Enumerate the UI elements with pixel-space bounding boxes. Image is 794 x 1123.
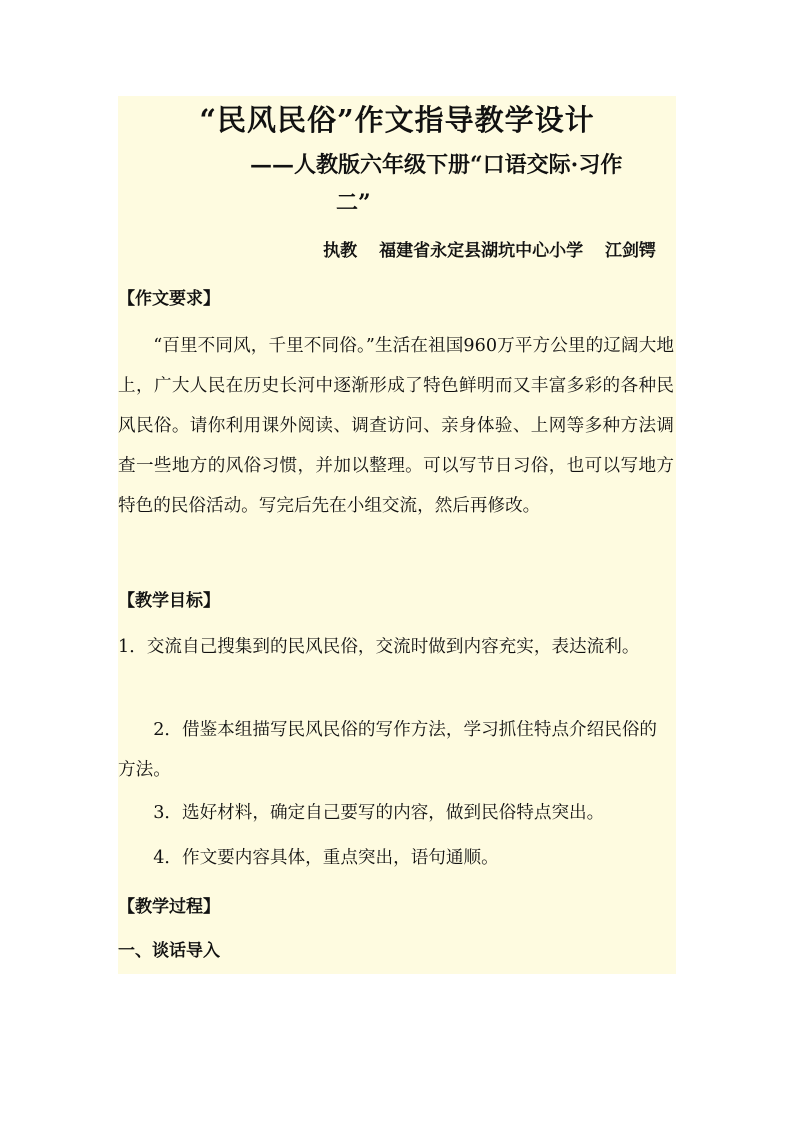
section-heading-process: 【教学过程】 bbox=[118, 897, 220, 917]
document-title: “民风民俗”作文指导教学设计 bbox=[199, 103, 595, 137]
goal-item-4: 4．作文要内容具体，重点突出，语句通顺。 bbox=[153, 848, 499, 868]
author-line bbox=[323, 236, 656, 266]
section-heading-requirements: 【作文要求】 bbox=[118, 289, 220, 309]
author-name: 江剑锷 bbox=[605, 241, 656, 261]
process-step-1: 一、谈话导入 bbox=[118, 941, 220, 961]
goal-item-1: 1．交流自己搜集到的民风民俗，交流时做到内容充实，表达流利。 bbox=[118, 637, 640, 657]
goal-item-3: 3．选好材料，确定自己要写的内容，做到民俗特点突出。 bbox=[153, 803, 605, 823]
document-subtitle-line-1: ——人教版六年级下册“口语交际·习作 bbox=[250, 152, 623, 178]
requirements-paragraph: “百里不同风，千里不同俗。”生活在祖国960万平方公里的辽阔大地上，广大人民在历史长河中逐渐形成了特色鲜明而又丰富多彩的各种民风民俗。请你利用课外阅读、调查访问、亲身体验、上网等多种方法调查一些地方的风俗习惯，并加以整理。可以写节日习俗，也可以写地方特色的民俗活动。写完后先在小组交流，然后再修改。 bbox=[118, 336, 674, 516]
document-page bbox=[118, 96, 676, 974]
author-role: 执教 bbox=[323, 241, 358, 261]
goal-item-2: 2．借鉴本组描写民风民俗的写作方法，学习抓住特点介绍民俗的方法。 bbox=[118, 720, 658, 780]
author-school: 福建省永定县湖坑中心小学 bbox=[379, 241, 584, 261]
document-subtitle-line-2: 二” bbox=[336, 190, 371, 216]
section-heading-goals: 【教学目标】 bbox=[118, 591, 220, 611]
